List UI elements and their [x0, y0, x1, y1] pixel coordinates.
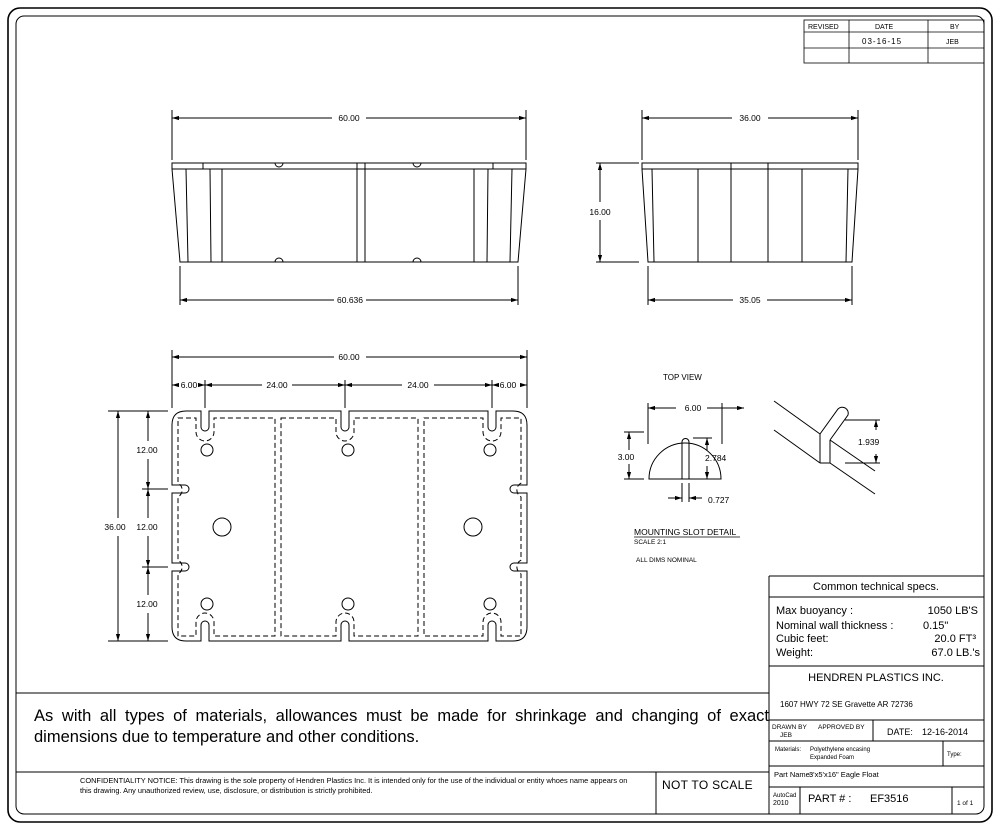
spec-label-wall: Nominal wall thickness :	[776, 620, 894, 632]
materials-line-2: Expanded Foam	[810, 755, 855, 761]
slot-height-dim: 3.00	[617, 452, 635, 462]
revision-by: JEB	[946, 39, 959, 46]
front-bottom-dim: 60.636	[337, 295, 363, 305]
top-seg-right: 6.00	[499, 380, 517, 390]
slot-opening-dim: 0.727	[708, 495, 730, 505]
spec-value-cubic: 20.0 FT³	[934, 633, 976, 645]
spec-value-buoyancy: 1050 LB'S	[927, 605, 978, 617]
slot-detail-scale: SCALE 2:1	[634, 539, 667, 546]
top-seg-left: 6.00	[180, 380, 198, 390]
height-dim: 16.00	[589, 207, 611, 217]
spec-label-weight: Weight:	[776, 647, 814, 659]
approved-by-label: APPROVED BY	[818, 724, 865, 731]
top-row-top: 12.00	[136, 445, 158, 455]
spec-label-buoyancy: Max buoyancy :	[776, 605, 854, 617]
inner-border	[16, 16, 984, 814]
top-row-bot: 12.00	[136, 599, 158, 609]
front-top-dim: 60.00	[338, 113, 360, 123]
top-width-dim: 36.00	[104, 522, 126, 532]
not-to-scale-label: NOT TO SCALE	[662, 778, 753, 792]
slot-dims-note: ALL DIMS NOMINAL	[636, 557, 697, 564]
company-name: HENDREN PLASTICS INC.	[808, 672, 944, 684]
top-view	[108, 350, 527, 641]
revised-header: REVISED	[808, 24, 839, 31]
confidentiality-notice: CONFIDENTIALITY NOTICE: This drawing is the sole property of Hendren Plastics Inc. It is intended only for the use of the individual or entity whoes name appears on this drawing. Any unauthorized review, use, disclosure, or distribution is strictly prohibited.	[80, 776, 628, 795]
slot-depth-dim: 2.784	[705, 453, 727, 463]
part-number: EF3516	[870, 793, 909, 805]
side-top-dim: 36.00	[739, 113, 761, 123]
part-name-label: Part Name:	[774, 770, 812, 779]
date-label: DATE:	[887, 727, 913, 737]
top-view-label: TOP VIEW	[663, 373, 702, 382]
by-header: BY	[950, 24, 960, 31]
top-seg-mid2: 24.00	[407, 380, 429, 390]
software-line-1: AutoCad	[773, 793, 797, 799]
slot-detail	[624, 401, 880, 537]
top-overall-dim: 60.00	[338, 352, 360, 362]
side-view	[596, 110, 858, 305]
top-row-mid: 12.00	[136, 522, 158, 532]
drawn-by-value: JEB	[780, 732, 792, 739]
spec-value-weight: 67.0 LB.'s	[931, 647, 980, 659]
shrinkage-note: As with all types of materials, allowances must be made for shrinkage and changing of exact dimensions due to temperature and other conditions.	[34, 707, 769, 746]
materials-line-1: Polyethylene encasing	[810, 747, 871, 753]
part-number-label: PART # :	[808, 793, 852, 805]
slot-detail-title: MOUNTING SLOT DETAIL	[634, 527, 737, 537]
front-view	[172, 110, 526, 305]
sheet-number: 1 of 1	[957, 800, 974, 807]
side-bottom-dim: 35.05	[739, 295, 761, 305]
revision-date: 03-16-15	[862, 37, 903, 46]
software-line-2: 2010	[773, 800, 789, 807]
spec-label-cubic: Cubic feet:	[776, 633, 829, 645]
part-name-value: 3'x5'x16" Eagle Float	[809, 770, 879, 779]
drawing-date: 12-16-2014	[922, 727, 969, 737]
date-header: DATE	[875, 24, 894, 31]
drawn-by-label: DRAWN BY	[772, 724, 807, 731]
top-seg-mid1: 24.00	[266, 380, 288, 390]
company-address: 1607 HWY 72 SE Gravette AR 72736	[780, 700, 913, 709]
specs-title: Common technical specs.	[813, 581, 939, 593]
spec-value-wall: 0.15"	[923, 620, 949, 632]
type-label: Type:	[947, 752, 962, 758]
slot-width-dim: 6.00	[684, 403, 702, 413]
iso-slot-dim: 1.939	[858, 437, 880, 447]
materials-label: Materials:	[775, 747, 802, 753]
